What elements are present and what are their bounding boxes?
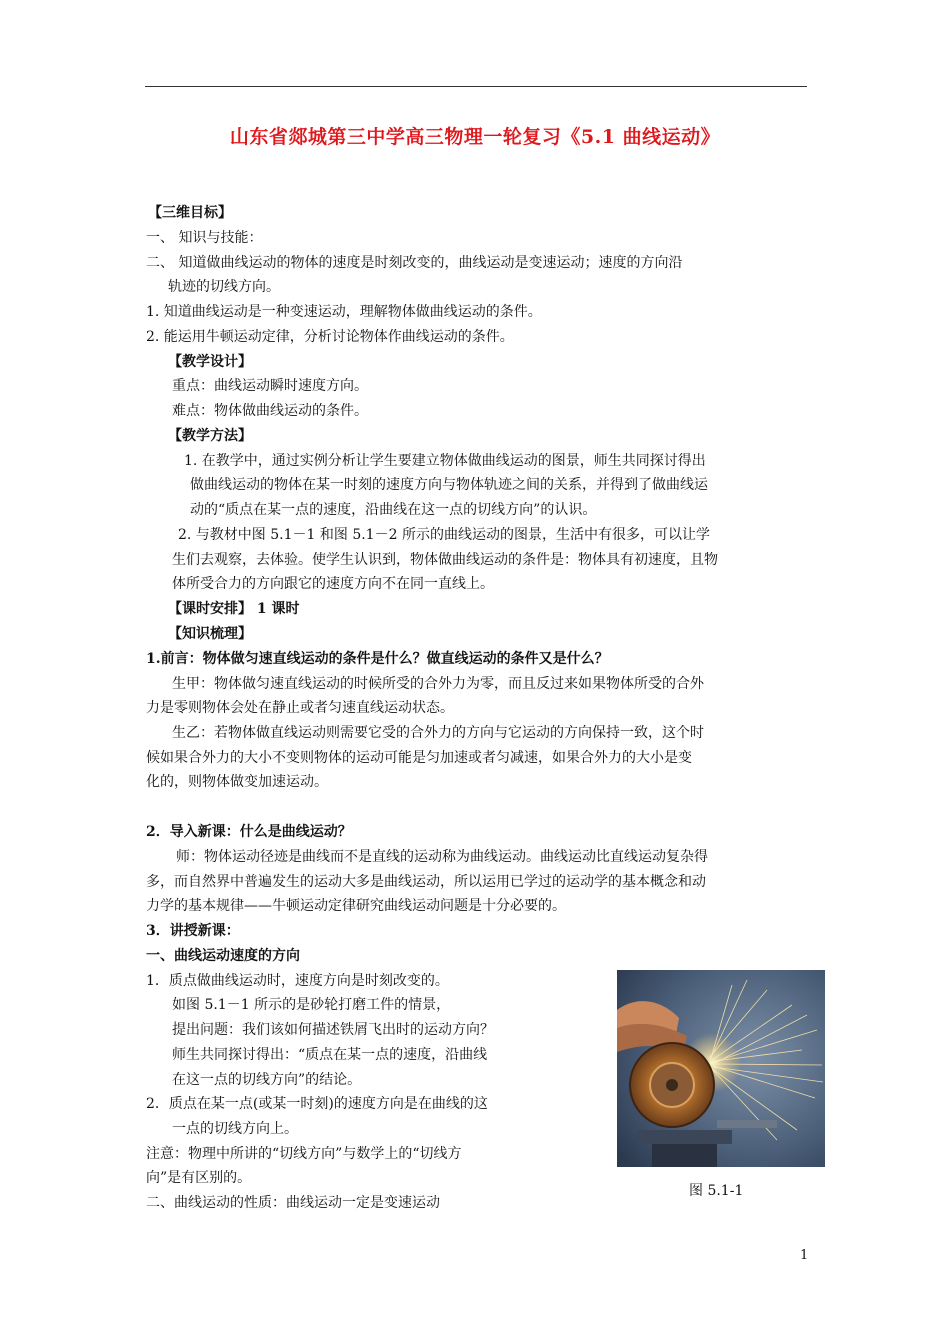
text-line: 2. 能运用牛顿运动定律，分析讨论物体作曲线运动的条件。 bbox=[146, 329, 514, 345]
text-line: 做曲线运动的物体在某一时刻的速度方向与物体轨迹之间的关系，并得到了做曲线运 bbox=[190, 477, 708, 493]
header-rule bbox=[145, 86, 807, 87]
text-line: 2. 与教材中图 5.1－1 和图 5.1－2 所示的曲线运动的图景，生活中有很多，可以让学 bbox=[178, 527, 710, 543]
text-line: 一、 知识与技能： bbox=[146, 230, 263, 246]
page-number: 1 bbox=[800, 1248, 809, 1263]
text-line: 提出问题：我们该如何描述铁屑飞出时的运动方向？ bbox=[172, 1022, 494, 1038]
text-line: 生乙：若物体做直线运动则需要它受的合外力的方向与它运动的方向保持一致，这个时 bbox=[172, 725, 704, 741]
text-line: 重点：曲线运动瞬时速度方向。 bbox=[172, 378, 368, 394]
text-line: 1．质点做曲线运动时，速度方向是时刻改变的。 bbox=[146, 973, 449, 989]
heading-teaching-method: 【教学方法】 bbox=[168, 428, 252, 444]
heading-introduction: 2．导入新课：什么是曲线运动？ bbox=[146, 824, 352, 840]
text-line: 生们去观察，去体验。使学生认识到，物体做曲线运动的条件是：物体具有初速度，且物 bbox=[172, 552, 718, 568]
heading-velocity-direction: 一、曲线运动速度的方向 bbox=[146, 948, 300, 964]
grinding-wheel-photo bbox=[617, 970, 825, 1167]
heading-teaching-design: 【教学设计】 bbox=[168, 354, 252, 370]
text-line: 师生共同探讨得出：“质点在某一点的速度，沿曲线 bbox=[172, 1047, 488, 1063]
text-line: 在这一点的切线方向”的结论。 bbox=[172, 1072, 362, 1088]
text-line: 2．质点在某一点(或某一时刻)的速度方向是在曲线的这 bbox=[146, 1096, 488, 1112]
text-line: 力学的基本规律——牛顿运动定律研究曲线运动问题是十分必要的。 bbox=[146, 898, 566, 914]
text-line: 多，而自然界中普遍发生的运动大多是曲线运动，所以运用已学过的运动学的基本概念和动 bbox=[146, 874, 706, 890]
text-line: 化的，则物体做变加速运动。 bbox=[146, 774, 328, 790]
text-line: 二、曲线运动的性质：曲线运动一定是变速运动 bbox=[146, 1195, 440, 1211]
text-line: 向”是有区别的。 bbox=[146, 1170, 252, 1186]
figure-caption: 图 5.1-1 bbox=[689, 1183, 744, 1199]
text-line: 师：物体运动径迹是曲线而不是直线的运动称为曲线运动。曲线运动比直线运动复杂得 bbox=[176, 849, 708, 865]
text-line: 轨迹的切线方向。 bbox=[168, 279, 280, 295]
text-line: 1. 在教学中，通过实例分析让学生要建立物体做曲线运动的图景，师生共同探讨得出 bbox=[184, 453, 706, 469]
text-line: 二、 知道做曲线运动的物体的速度是时刻改变的，曲线运动是变速运动；速度的方向沿 bbox=[146, 255, 683, 271]
heading-knowledge: 【知识梳理】 bbox=[168, 626, 252, 642]
text-line: 如图 5.1－1 所示的是砂轮打磨工件的情景， bbox=[172, 997, 451, 1013]
heading-schedule: 【课时安排】 1 课时 bbox=[168, 601, 300, 617]
text-line: 体所受合力的方向跟它的速度方向不在同一直线上。 bbox=[172, 576, 494, 592]
heading-three-goals: 【三维目标】 bbox=[148, 205, 232, 221]
text-line: 力是零则物体会处在静止或者匀速直线运动状态。 bbox=[146, 700, 454, 716]
text-line: 注意：物理中所讲的“切线方向”与数学上的“切线方 bbox=[146, 1146, 462, 1162]
text-line: 生甲：物体做匀速直线运动的时候所受的合外力为零，而且反过来如果物体所受的合外 bbox=[172, 676, 704, 692]
text-line: 难点：物体做曲线运动的条件。 bbox=[172, 403, 368, 419]
text-line: 动的“质点在某一点的速度，沿曲线在这一点的切线方向”的认识。 bbox=[190, 502, 597, 518]
document-title: 山东省郯城第三中学高三物理一轮复习《5.1 曲线运动》 bbox=[229, 126, 721, 148]
text-line: 候如果合外力的大小不变则物体的运动可能是匀加速或者匀减速，如果合外力的大小是变 bbox=[146, 750, 692, 766]
text-line: 一点的切线方向上。 bbox=[172, 1121, 298, 1137]
heading-new-lesson: 3．讲授新课： bbox=[146, 923, 240, 939]
heading-preface: 1.前言：物体做匀速直线运动的条件是什么？做直线运动的条件又是什么？ bbox=[146, 651, 609, 667]
text-line: 1. 知道曲线运动是一种变速运动，理解物体做曲线运动的条件。 bbox=[146, 304, 542, 320]
